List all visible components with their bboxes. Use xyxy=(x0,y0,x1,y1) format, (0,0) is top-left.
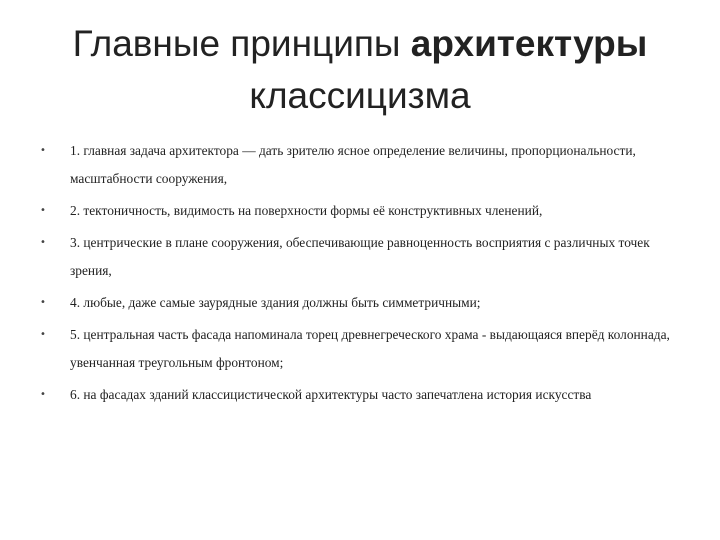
list-item xyxy=(36,381,676,409)
list-item-text: 6. на фасадах зданий классицистической архитектуры часто запечатлена история искусства xyxy=(70,387,592,402)
bullet-icon: • xyxy=(40,329,46,340)
list-item-text: 4. любые, даже самые заурядные здания должны быть симметричными; xyxy=(70,295,481,310)
list-item-text: 2. тектоничность, видимость на поверхности формы её конструктивных членений, xyxy=(70,203,543,218)
slide-title xyxy=(36,18,684,122)
list-item-text: 1. главная задача архитектора — дать зрителю ясное определение величины, пропорциональности, масштабности сооружения, xyxy=(70,143,636,186)
bullet-icon: • xyxy=(40,389,46,400)
title-bold: архитектуры xyxy=(410,23,648,64)
title-part2: классицизма xyxy=(249,75,471,116)
list-item xyxy=(36,137,676,193)
bullet-icon: • xyxy=(40,297,46,308)
principles-list xyxy=(36,137,676,413)
bullet-icon: • xyxy=(40,237,46,248)
bullet-icon: • xyxy=(40,145,46,156)
list-item xyxy=(36,289,676,317)
list-item-text: 3. центрические в плане сооружения, обеспечивающие равноценность восприятия с различных точек зрения, xyxy=(70,235,650,278)
list-item xyxy=(36,321,676,377)
list-item xyxy=(36,229,676,285)
title-part1: Главные принципы xyxy=(72,23,411,64)
list-item xyxy=(36,197,676,225)
list-item-text: 5. центральная часть фасада напоминала торец древнегреческого храма - выдающаяся вперёд колоннада, увенчанная треугольным фронтоном; xyxy=(70,327,670,370)
bullet-icon: • xyxy=(40,205,46,216)
